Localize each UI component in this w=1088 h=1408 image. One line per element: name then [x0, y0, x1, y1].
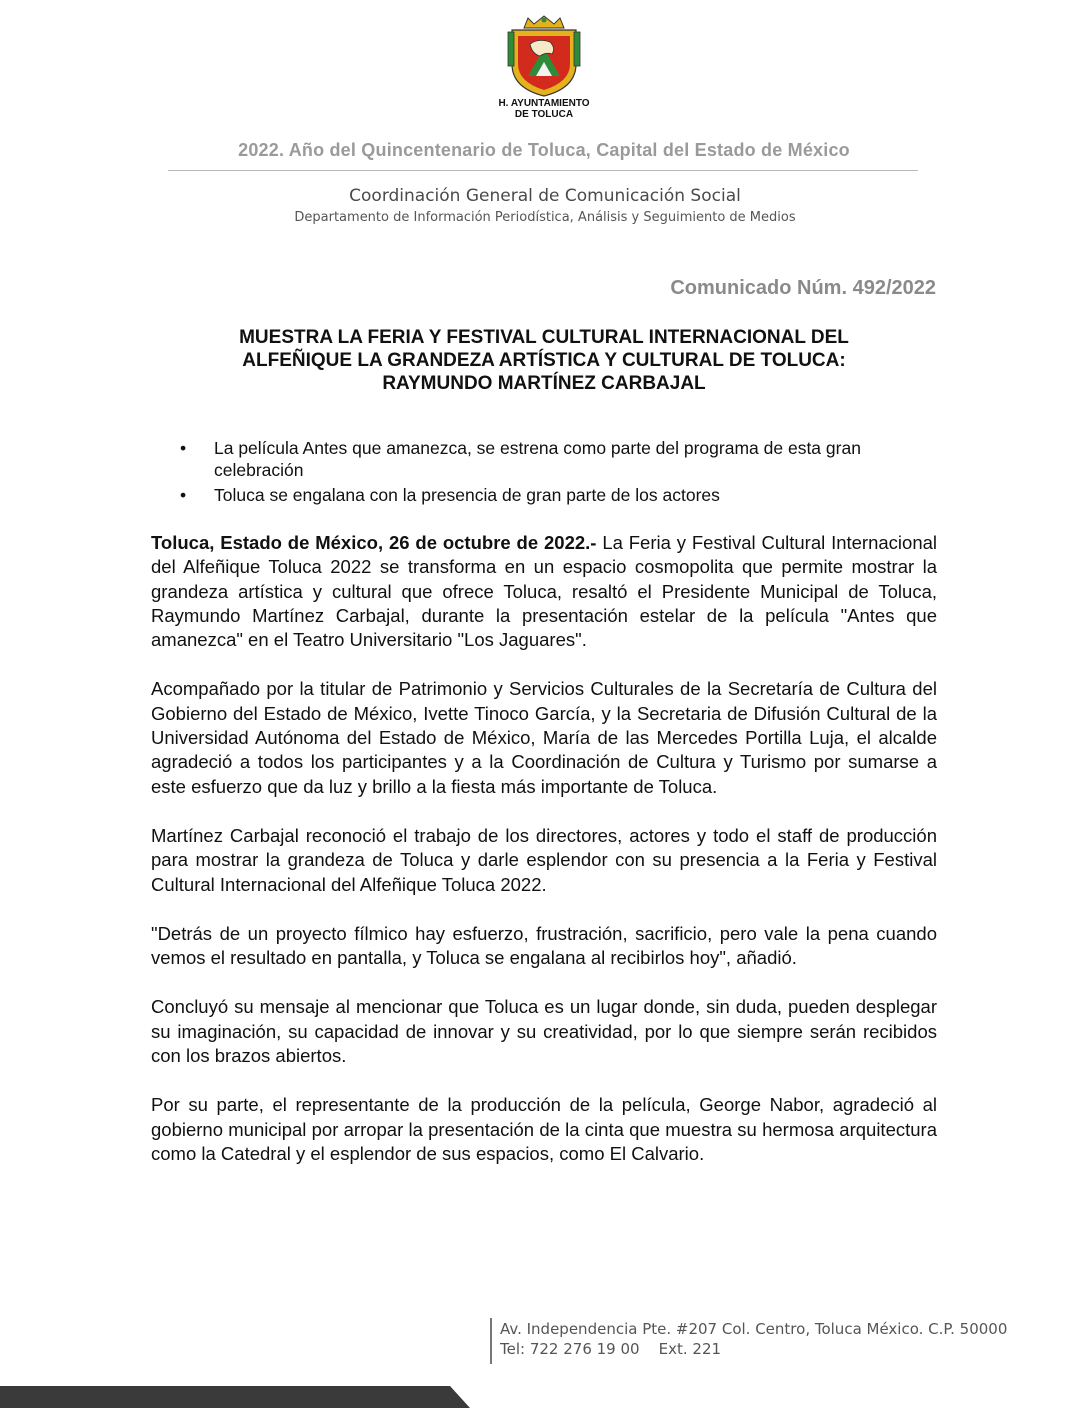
- bullet-item: [150, 484, 910, 506]
- bullet-dot-icon: •: [180, 438, 187, 458]
- coordination-name: Coordinación General de Comunicación Social: [349, 186, 741, 206]
- paragraph-1-text: La Feria y Festival Cultural Internacional del Alfeñique Toluca 2022 se transforma en un espacio cosmopolita que permite mostrar la grandeza artística y cultural que ofrece Toluca, resaltó el Presidente Municipal de Toluca, Raymundo Martínez Carbajal, durante la presentación estelar de la película "Antes que amanezca" en el Teatro Universitario "Los Jaguares".: [151, 532, 938, 651]
- header-divider: [168, 170, 918, 171]
- paragraph-2: Acompañado por la titular de Patrimonio y Servicios Culturales de la Secretaría de Cultura del Gobierno del Estado de México, Ivette Tinoco García, y la Secretaria de Difusión Cultural de la Universidad Autónoma del Estado de México, María de las Mercedes Portilla Luja, el alcalde agradeció a todos los participantes y a la Coordinación de Cultura y Turismo por sumarse a este esfuerzo que da luz y brillo a la fiesta más importante de Toluca.: [151, 678, 937, 797]
- dateline: Toluca, Estado de México, 26 de octubre de 2022.-: [151, 532, 597, 553]
- title-line-3: RAYMUNDO MARTÍNEZ CARBAJAL: [382, 373, 706, 394]
- footer-divider: [490, 1318, 492, 1364]
- logo-text: [486, 98, 602, 120]
- toluca-logo: [486, 14, 602, 122]
- department-name: Departamento de Información Periodística, Análisis y Seguimiento de Medios: [294, 210, 796, 225]
- footer-address: Av. Independencia Pte. #207 Col. Centro, Toluca México. C.P. 50000: [500, 1320, 1008, 1338]
- title-line-2: ALFEÑIQUE LA GRANDEZA ARTÍSTICA Y CULTURAL DE TOLUCA:: [242, 350, 846, 371]
- bullet-item: [150, 437, 910, 481]
- logo-text-line1: H. AYUNTAMIENTO: [498, 98, 590, 109]
- paragraph-4: "Detrás de un proyecto fílmico hay esfuerzo, frustración, sacrificio, pero vale la pena cuando vemos el resultado en pantalla, y Toluca se engalana al recibirlos hoy", añadió.: [151, 922, 937, 969]
- bullet-text: La película Antes que amanezca, se estrena como parte del programa de esta gran celebración: [214, 438, 861, 480]
- year-motto: 2022. Año del Quincentenario de Toluca, Capital del Estado de México: [238, 140, 850, 160]
- article-body: [151, 531, 937, 1191]
- press-release-number: Comunicado Núm. 492/2022: [670, 277, 936, 299]
- paragraph-5: Concluyó su mensaje al mencionar que Toluca es un lugar donde, sin duda, pueden desplegar su imaginación, su capacidad de innovar y su creatividad, por lo que siempre serán recibidos con los brazos abiertos.: [151, 996, 937, 1067]
- bullet-text: Toluca se engalana con la presencia de gran parte de los actores: [214, 485, 720, 505]
- coat-of-arms-icon: [506, 14, 582, 98]
- paragraph-6: Por su parte, el representante de la producción de la película, George Nabor, agradeció al gobierno municipal por arropar la presentación de la cinta que muestra su hermosa arquitectura como la Catedral y el esplendor de sus espacios, como El Calvario.: [151, 1094, 937, 1164]
- paragraph-3: Martínez Carbajal reconoció el trabajo de los directores, actores y todo el staff de producción para mostrar la grandeza de Toluca y darle esplendor con su presencia a la Feria y Festival Cultural Internacional del Alfeñique Toluca 2022.: [151, 824, 937, 895]
- footer-phone: Tel: 722 276 19 00 Ext. 221: [500, 1340, 722, 1358]
- title-line-1: MUESTRA LA FERIA Y FESTIVAL CULTURAL INTERNACIONAL DEL: [239, 327, 849, 348]
- logo-text-line2: DE TOLUCA: [514, 109, 574, 120]
- bullet-dot-icon: •: [180, 485, 187, 505]
- paragraph-1: [151, 531, 937, 652]
- summary-bullets: [150, 437, 910, 509]
- footer-stripe: [0, 1386, 470, 1408]
- press-release-title: [150, 326, 938, 395]
